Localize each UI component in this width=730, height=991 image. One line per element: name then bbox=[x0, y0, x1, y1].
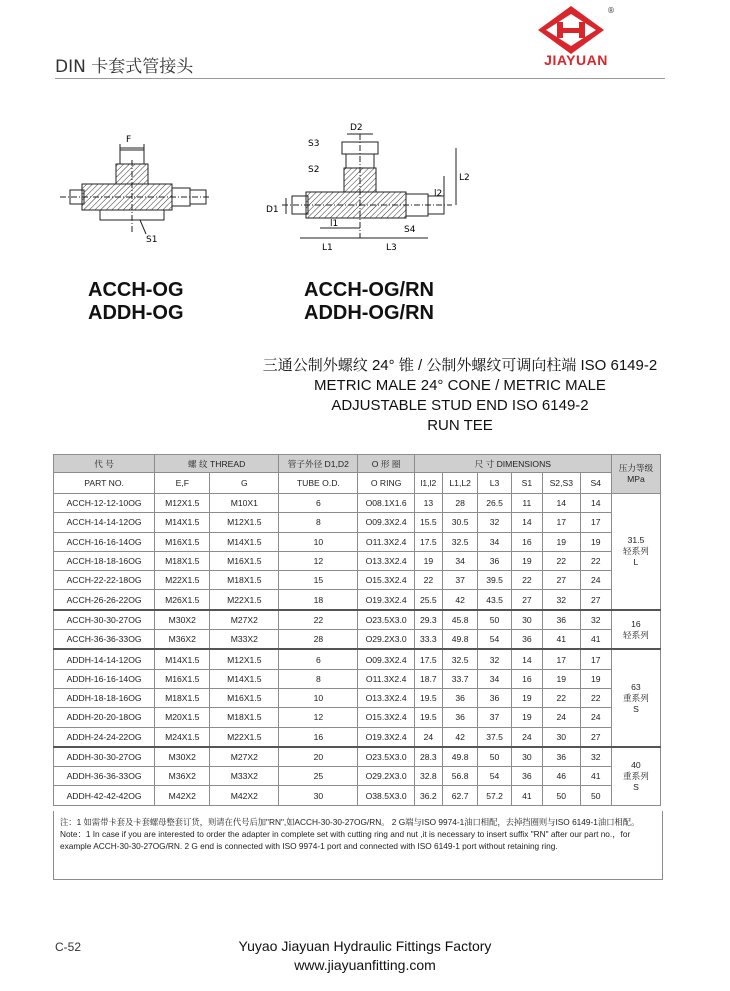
table-cell: 36 bbox=[478, 688, 511, 707]
table-cell: M22X1.5 bbox=[155, 571, 210, 590]
table-row bbox=[54, 767, 661, 786]
table-row bbox=[54, 688, 661, 707]
table-cell: 41 bbox=[511, 786, 542, 805]
table-cell: O15.3X2.4 bbox=[358, 571, 414, 590]
table-cell: 28 bbox=[442, 494, 477, 513]
description-line-4: RUN TEE bbox=[427, 417, 493, 434]
table-cell: M20X1.5 bbox=[155, 708, 210, 727]
table-cell: M36X2 bbox=[155, 767, 210, 786]
table-cell: 10 bbox=[279, 532, 358, 551]
table-cell: 22 bbox=[279, 610, 358, 630]
table-row bbox=[54, 590, 661, 610]
table-cell: 20 bbox=[279, 747, 358, 767]
pressure-group-cell bbox=[611, 494, 660, 610]
table-cell: 19 bbox=[580, 669, 611, 688]
label-l1: l1 bbox=[330, 219, 339, 229]
table-cell: 54 bbox=[478, 767, 511, 786]
table-cell: 24 bbox=[414, 727, 442, 747]
table-cell: 28 bbox=[279, 630, 358, 650]
table-cell: 22 bbox=[543, 688, 581, 707]
notes-box bbox=[53, 811, 663, 880]
table-cell: 49.8 bbox=[442, 747, 477, 767]
table-cell: ADDH-20-20-18OG bbox=[54, 708, 155, 727]
table-cell: 30 bbox=[279, 786, 358, 805]
table-cell: O11.3X2.4 bbox=[358, 669, 414, 688]
table-cell: 11 bbox=[511, 494, 542, 513]
table-cell: M18X1.5 bbox=[210, 708, 279, 727]
description-line-3: ADJUSTABLE STUD END ISO 6149-2 bbox=[331, 397, 589, 414]
table-cell: 8 bbox=[279, 513, 358, 532]
table-cell: 46 bbox=[543, 767, 581, 786]
logo-wordmark: JIAYUAN bbox=[544, 52, 608, 68]
table-cell: M18X1.5 bbox=[155, 551, 210, 570]
table-cell: M14X1.5 bbox=[210, 532, 279, 551]
table-cell: 33.3 bbox=[414, 630, 442, 650]
table-cell: 10 bbox=[279, 688, 358, 707]
table-cell: 12 bbox=[279, 708, 358, 727]
note-cn: 注：1 如需带卡套及卡套螺母整套订货，则请在代号后加"RN",如ACCH-30-30-27OG/RN。 2 G端与ISO 9974-1油口相配，去掉挡圈则与ISO 6149-1油口相配。 bbox=[60, 817, 640, 827]
table-cell: M26X1.5 bbox=[155, 590, 210, 610]
table-cell: 62.7 bbox=[442, 786, 477, 805]
table-cell: M30X2 bbox=[155, 747, 210, 767]
table-cell: 22 bbox=[543, 551, 581, 570]
pressure-value: 31.5 bbox=[627, 534, 645, 545]
table-cell: 19.5 bbox=[414, 708, 442, 727]
table-cell: M14X1.5 bbox=[210, 669, 279, 688]
table-cell: ACCH-14-14-12OG bbox=[54, 513, 155, 532]
page-title: DIN 卡套式管接头 bbox=[55, 57, 194, 77]
registered-mark: ® bbox=[607, 6, 615, 15]
table-cell: 36 bbox=[442, 688, 477, 707]
table-cell: M36X2 bbox=[155, 630, 210, 650]
pressure-value: 16 bbox=[631, 618, 641, 629]
pressure-code: L bbox=[633, 556, 639, 567]
table-cell: 14 bbox=[511, 513, 542, 532]
table-cell: 25 bbox=[279, 767, 358, 786]
label-D2: D2 bbox=[350, 123, 363, 133]
table-cell: 24 bbox=[580, 571, 611, 590]
table-cell: M10X1 bbox=[210, 494, 279, 513]
technical-drawing bbox=[60, 120, 480, 260]
table-cell: M33X2 bbox=[210, 767, 279, 786]
table-cell: 22 bbox=[414, 571, 442, 590]
table-cell: O29.2X3.0 bbox=[358, 630, 414, 650]
table-cell: 19 bbox=[543, 669, 581, 688]
header-tube: 管子外径 D1,D2 bbox=[279, 455, 358, 473]
pressure-value: 63 bbox=[631, 681, 641, 692]
label-L3: L3 bbox=[386, 243, 397, 253]
pressure-series: 轻系列 bbox=[623, 545, 649, 556]
table-cell: M16X1.5 bbox=[155, 669, 210, 688]
table-cell: 24 bbox=[580, 708, 611, 727]
table-cell: 32.8 bbox=[414, 767, 442, 786]
table-cell: 27 bbox=[511, 590, 542, 610]
table-cell: ACCH-16-16-14OG bbox=[54, 532, 155, 551]
table-cell: 27 bbox=[543, 571, 581, 590]
table-cell: 34 bbox=[478, 532, 511, 551]
table-cell: ADDH-36-36-33OG bbox=[54, 767, 155, 786]
table-cell: 17.5 bbox=[414, 532, 442, 551]
table-cell: 32.5 bbox=[442, 532, 477, 551]
table-cell: M16X1.5 bbox=[155, 532, 210, 551]
right-fitting-drawing bbox=[282, 134, 456, 238]
table-cell: O19.3X2.4 bbox=[358, 727, 414, 747]
header-pressure: 压力等级 MPa bbox=[611, 455, 660, 494]
header-code: 代 号 bbox=[54, 455, 155, 473]
table-cell: 36 bbox=[511, 630, 542, 650]
note-en: Note：1 In case if you are interested to order the adapter in complete set with cutting ring and nut ,it is necessary to insert suffix "RN" after our part no.，for example ACCH-30-30-27OG/RN. 2 G end is connected with ISO 9974-1 port and connected with ISO 6149-1 port without retaining ring. bbox=[60, 829, 631, 851]
table-cell: 37 bbox=[442, 571, 477, 590]
column-header: O RING bbox=[358, 473, 414, 494]
table-cell: 27 bbox=[580, 727, 611, 747]
table-cell: ADDH-14-14-12OG bbox=[54, 649, 155, 669]
description-line-2: METRIC MALE 24° CONE / METRIC MALE bbox=[314, 377, 606, 394]
header-thread: 螺 纹 THREAD bbox=[155, 455, 279, 473]
table-cell: M42X2 bbox=[210, 786, 279, 805]
table-cell: 41 bbox=[543, 630, 581, 650]
table-cell: ACCH-12-12-10OG bbox=[54, 494, 155, 513]
table-cell: M27X2 bbox=[210, 610, 279, 630]
left-fitting-drawing bbox=[60, 144, 210, 234]
table-cell: M16X1.5 bbox=[210, 551, 279, 570]
table-cell: 19 bbox=[511, 688, 542, 707]
header-divider bbox=[55, 78, 665, 79]
table-cell: M16X1.5 bbox=[210, 688, 279, 707]
table-cell: 32 bbox=[543, 590, 581, 610]
column-header: S1 bbox=[511, 473, 542, 494]
table-cell: 15.5 bbox=[414, 513, 442, 532]
pressure-series: 重系列 bbox=[623, 692, 649, 703]
column-header: l1,l2 bbox=[414, 473, 442, 494]
table-cell: M14X1.5 bbox=[155, 649, 210, 669]
model-right-line1: ACCH-OG/RN bbox=[304, 279, 434, 301]
table-cell: M18X1.5 bbox=[210, 571, 279, 590]
table-cell: 6 bbox=[279, 649, 358, 669]
label-S4: S4 bbox=[404, 225, 416, 235]
table-row bbox=[54, 708, 661, 727]
table-cell: 50 bbox=[543, 786, 581, 805]
table-cell: 34 bbox=[442, 551, 477, 570]
table-cell: ACCH-26-26-22OG bbox=[54, 590, 155, 610]
table-cell: M12X1.5 bbox=[155, 494, 210, 513]
table-cell: 41 bbox=[580, 767, 611, 786]
label-L1: L1 bbox=[322, 243, 333, 253]
table-cell: 50 bbox=[478, 747, 511, 767]
table-cell: ADDH-42-42-42OG bbox=[54, 786, 155, 805]
table-cell: 18 bbox=[279, 590, 358, 610]
table-cell: O23.5X3.0 bbox=[358, 610, 414, 630]
table-cell: 57.2 bbox=[478, 786, 511, 805]
table-cell: O23.5X3.0 bbox=[358, 747, 414, 767]
table-cell: 49.8 bbox=[442, 630, 477, 650]
table-cell: 22 bbox=[511, 571, 542, 590]
model-right-line2: ADDH-OG/RN bbox=[304, 302, 434, 324]
label-L2: L2 bbox=[459, 173, 470, 183]
table-cell: 12 bbox=[279, 551, 358, 570]
table-cell: 16 bbox=[511, 669, 542, 688]
table-cell: M27X2 bbox=[210, 747, 279, 767]
table-cell: 17.5 bbox=[414, 649, 442, 669]
table-cell: ACCH-36-36-33OG bbox=[54, 630, 155, 650]
table-cell: O09.3X2.4 bbox=[358, 513, 414, 532]
table-cell: O09.3X2.4 bbox=[358, 649, 414, 669]
table-cell: M22X1.5 bbox=[210, 590, 279, 610]
table-cell: 13 bbox=[414, 494, 442, 513]
table-row bbox=[54, 747, 661, 767]
table-cell: 22 bbox=[580, 688, 611, 707]
table-cell: 43.5 bbox=[478, 590, 511, 610]
table-cell: 19.5 bbox=[414, 688, 442, 707]
table-cell: 29.3 bbox=[414, 610, 442, 630]
table-cell: M30X2 bbox=[155, 610, 210, 630]
table-row bbox=[54, 610, 661, 630]
company-name: Yuyao Jiayuan Hydraulic Fittings Factory bbox=[238, 938, 492, 954]
table-cell: 56.8 bbox=[442, 767, 477, 786]
table-row bbox=[54, 513, 661, 532]
table-cell: 32 bbox=[580, 610, 611, 630]
table-cell: 25.5 bbox=[414, 590, 442, 610]
table-cell: O08.1X1.6 bbox=[358, 494, 414, 513]
table-cell: O15.3X2.4 bbox=[358, 708, 414, 727]
table-cell: 16 bbox=[279, 727, 358, 747]
column-header: L3 bbox=[478, 473, 511, 494]
table-row bbox=[54, 669, 661, 688]
product-description bbox=[250, 356, 670, 436]
table-row bbox=[54, 727, 661, 747]
table-cell: M33X2 bbox=[210, 630, 279, 650]
table-cell: ACCH-22-22-18OG bbox=[54, 571, 155, 590]
table-cell: ADDH-24-24-22OG bbox=[54, 727, 155, 747]
table-cell: ACCH-30-30-27OG bbox=[54, 610, 155, 630]
pressure-code: S bbox=[633, 703, 639, 714]
table-cell: 36 bbox=[543, 747, 581, 767]
table-cell: 32 bbox=[580, 747, 611, 767]
table-cell: 26.5 bbox=[478, 494, 511, 513]
table-cell: M24X1.5 bbox=[155, 727, 210, 747]
column-header: G bbox=[210, 473, 279, 494]
table-cell: 17 bbox=[543, 513, 581, 532]
table-cell: 30 bbox=[543, 727, 581, 747]
table-cell: 30 bbox=[511, 610, 542, 630]
model-left-line1: ACCH-OG bbox=[88, 279, 184, 301]
table-cell: M42X2 bbox=[155, 786, 210, 805]
table-cell: M12X1.5 bbox=[210, 649, 279, 669]
table-cell: 6 bbox=[279, 494, 358, 513]
header-dimensions: 尺 寸 DIMENSIONS bbox=[414, 455, 611, 473]
table-cell: 32.5 bbox=[442, 649, 477, 669]
table-cell: ACCH-18-18-16OG bbox=[54, 551, 155, 570]
table-cell: 14 bbox=[543, 494, 581, 513]
table-cell: 30.5 bbox=[442, 513, 477, 532]
table-cell: M18X1.5 bbox=[155, 688, 210, 707]
model-left-line2: ADDH-OG bbox=[88, 302, 184, 324]
table-cell: 39.5 bbox=[478, 571, 511, 590]
table-cell: O11.3X2.4 bbox=[358, 532, 414, 551]
table-cell: 18.7 bbox=[414, 669, 442, 688]
table-cell: 33.7 bbox=[442, 669, 477, 688]
table-cell: 24 bbox=[543, 708, 581, 727]
label-S2: S2 bbox=[308, 165, 320, 175]
table-cell: M12X1.5 bbox=[210, 513, 279, 532]
table-cell: M22X1.5 bbox=[210, 727, 279, 747]
column-header: S4 bbox=[580, 473, 611, 494]
table-cell: 19 bbox=[414, 551, 442, 570]
table-cell: 14 bbox=[511, 649, 542, 669]
table-cell: 15 bbox=[279, 571, 358, 590]
specification-table bbox=[53, 454, 661, 806]
table-cell: 37 bbox=[478, 708, 511, 727]
table-cell: 19 bbox=[511, 708, 542, 727]
table-cell: O13.3X2.4 bbox=[358, 688, 414, 707]
label-l2: l2 bbox=[434, 189, 443, 199]
table-cell: O19.3X2.4 bbox=[358, 590, 414, 610]
table-cell: 17 bbox=[580, 649, 611, 669]
table-cell: 50 bbox=[580, 786, 611, 805]
table-cell: 50 bbox=[478, 610, 511, 630]
table-cell: 28.3 bbox=[414, 747, 442, 767]
table-cell: 36.2 bbox=[414, 786, 442, 805]
table-row bbox=[54, 532, 661, 551]
table-cell: 36 bbox=[543, 610, 581, 630]
table-row bbox=[54, 630, 661, 650]
table-cell: 34 bbox=[478, 669, 511, 688]
column-header: TUBE O.D. bbox=[279, 473, 358, 494]
label-S1: S1 bbox=[146, 235, 158, 245]
table-cell: 32 bbox=[478, 649, 511, 669]
table-cell: 42 bbox=[442, 590, 477, 610]
table-cell: 8 bbox=[279, 669, 358, 688]
pressure-series: 重系列 bbox=[623, 770, 649, 781]
table-row bbox=[54, 494, 661, 513]
table-cell: 36 bbox=[442, 708, 477, 727]
table-cell: ADDH-18-18-16OG bbox=[54, 688, 155, 707]
pressure-value: 40 bbox=[631, 759, 641, 770]
table-cell: 42 bbox=[442, 727, 477, 747]
description-line-cn: 三通公制外螺纹 24° 锥 / 公制外螺纹可调向柱端 ISO 6149-2 bbox=[262, 357, 658, 374]
pressure-group-cell bbox=[611, 649, 660, 746]
column-header: E,F bbox=[155, 473, 210, 494]
table-cell: M14X1.5 bbox=[155, 513, 210, 532]
table-cell: 30 bbox=[511, 747, 542, 767]
table-cell: 16 bbox=[511, 532, 542, 551]
table-cell: 41 bbox=[580, 630, 611, 650]
table-cell: 36 bbox=[511, 767, 542, 786]
pressure-series: 轻系列 bbox=[623, 629, 649, 640]
table-cell: 19 bbox=[543, 532, 581, 551]
table-cell: 19 bbox=[580, 532, 611, 551]
column-header: S2,S3 bbox=[543, 473, 581, 494]
column-header: L1,L2 bbox=[442, 473, 477, 494]
table-cell: ADDH-30-30-27OG bbox=[54, 747, 155, 767]
pressure-code: S bbox=[633, 781, 639, 792]
table-cell: 36 bbox=[478, 551, 511, 570]
table-cell: 24 bbox=[511, 727, 542, 747]
header-oring: O 形 圈 bbox=[358, 455, 414, 473]
table-cell: ADDH-16-16-14OG bbox=[54, 669, 155, 688]
table-row bbox=[54, 571, 661, 590]
table-cell: 17 bbox=[543, 649, 581, 669]
table-cell: 17 bbox=[580, 513, 611, 532]
label-S3: S3 bbox=[308, 139, 320, 149]
table-cell: 19 bbox=[511, 551, 542, 570]
table-cell: 54 bbox=[478, 630, 511, 650]
table-row bbox=[54, 551, 661, 570]
table-cell: 37.5 bbox=[478, 727, 511, 747]
label-D1: D1 bbox=[266, 205, 279, 215]
table-cell: 45.8 bbox=[442, 610, 477, 630]
table-cell: 22 bbox=[580, 551, 611, 570]
table-row bbox=[54, 786, 661, 805]
column-header: PART NO. bbox=[54, 473, 155, 494]
table-cell: 32 bbox=[478, 513, 511, 532]
pressure-group-cell bbox=[611, 747, 660, 805]
table-cell: O38.5X3.0 bbox=[358, 786, 414, 805]
page-number: C-52 bbox=[55, 940, 82, 954]
label-F: F bbox=[126, 135, 132, 145]
table-cell: O29.2X3.0 bbox=[358, 767, 414, 786]
table-cell: 14 bbox=[580, 494, 611, 513]
table-cell: 27 bbox=[580, 590, 611, 610]
pressure-group-cell bbox=[611, 610, 660, 650]
table-row bbox=[54, 649, 661, 669]
table-cell: O13.3X2.4 bbox=[358, 551, 414, 570]
company-url: www.jiayuanfitting.com bbox=[294, 957, 436, 973]
